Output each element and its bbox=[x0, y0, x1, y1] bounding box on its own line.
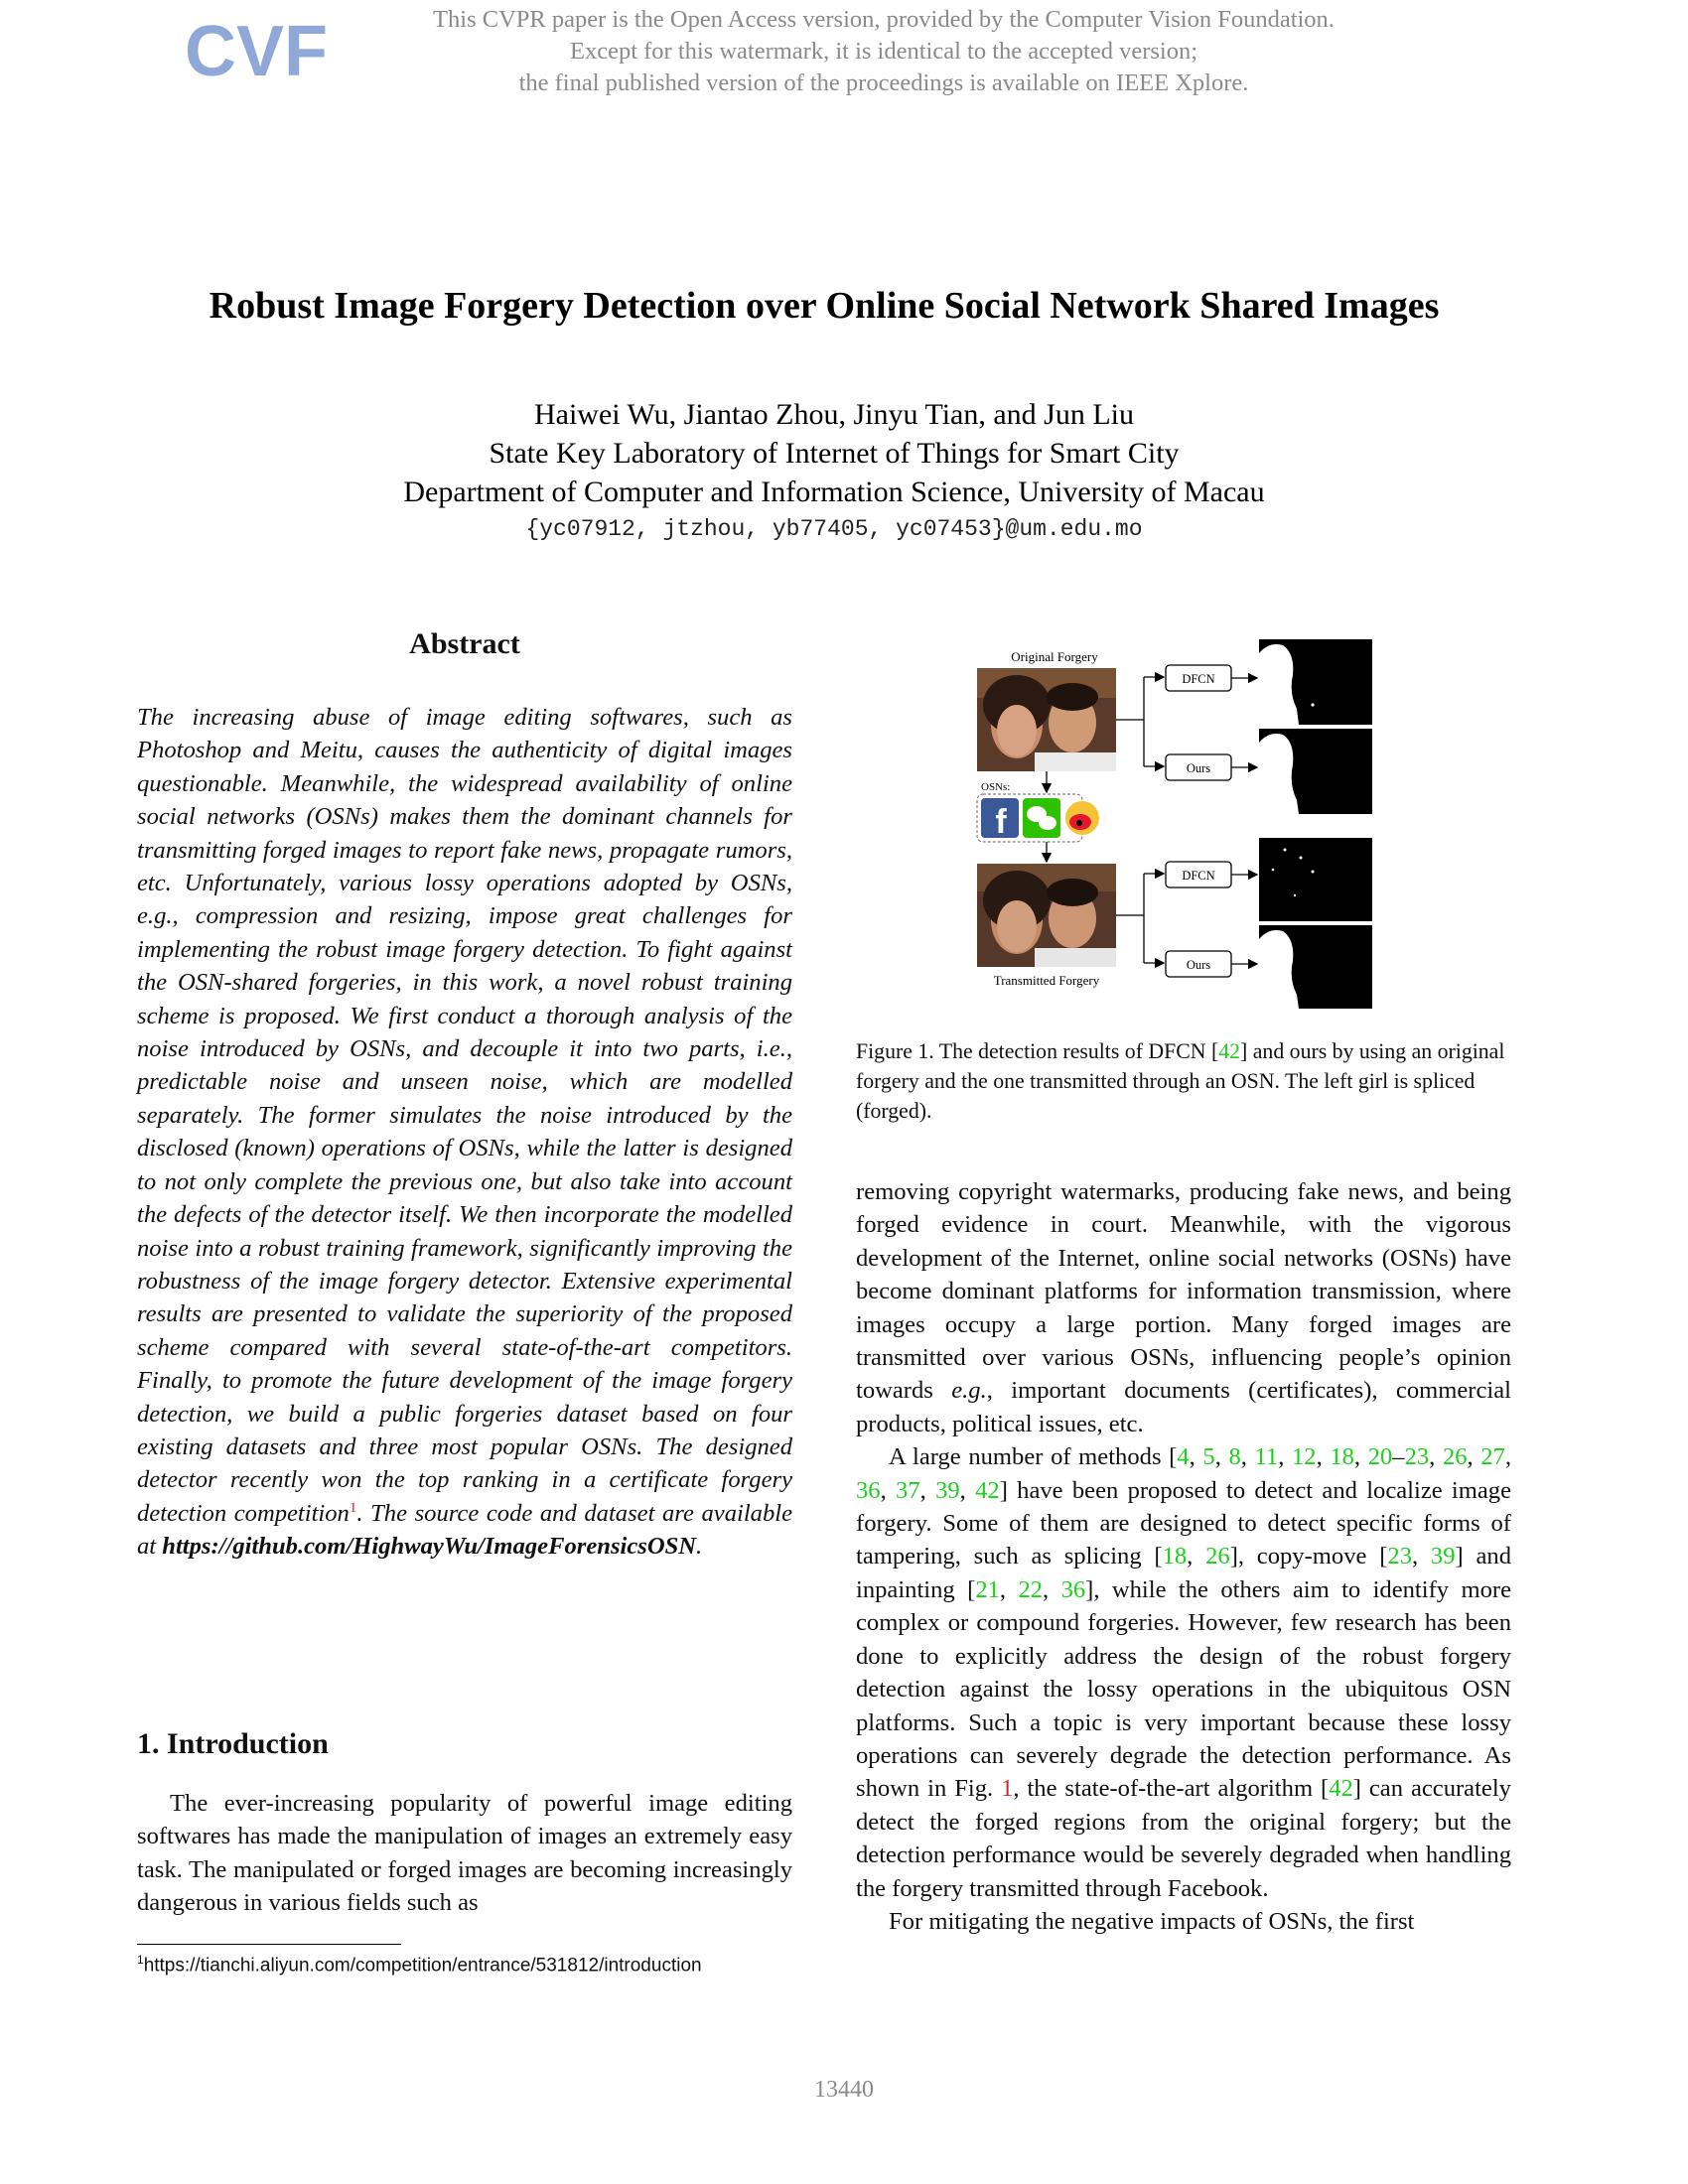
cvf-logo-text: CVF bbox=[185, 12, 328, 91]
paragraph-2-text-c: ], copy-move [ bbox=[1229, 1543, 1388, 1570]
citation-group-inpainting: 21, 22, 36 bbox=[975, 1575, 1086, 1603]
footnote-rule bbox=[137, 1944, 401, 1945]
citation-link[interactable]: 23 bbox=[1404, 1443, 1430, 1471]
citation-link[interactable]: 23 bbox=[1387, 1543, 1412, 1570]
affiliation-department: Department of Computer and Information Science, University of Macau bbox=[403, 476, 1265, 508]
citation-link[interactable]: 5 bbox=[1202, 1443, 1215, 1471]
paragraph-2-text-b: ] have been proposed to detect and localize image forgery. Some of them are designed to detect specific forms of tampering, such as splicing [ bbox=[856, 1476, 1512, 1570]
ours-mask-original bbox=[1259, 729, 1372, 814]
citation-link[interactable]: 36 bbox=[1060, 1575, 1086, 1603]
figure-1 bbox=[975, 635, 1392, 1013]
citation-link[interactable]: 20 bbox=[1367, 1443, 1393, 1471]
citation-link[interactable]: 42 bbox=[975, 1476, 1000, 1504]
affiliation-lab: State Key Laboratory of Internet of Things for Smart City bbox=[489, 437, 1180, 470]
ours-label-bottom: Ours bbox=[1186, 958, 1211, 972]
page-number: 13440 bbox=[814, 2077, 874, 2103]
weibo-icon bbox=[1065, 801, 1099, 835]
dfcn-mask-transmitted bbox=[1259, 838, 1372, 921]
facebook-icon bbox=[981, 798, 1019, 841]
wechat-icon bbox=[1023, 798, 1060, 838]
paragraph-2-text-f: , the state-of-the-art algorithm [ bbox=[1013, 1775, 1330, 1803]
paragraph-1-end: , important documents (certificates), commercial products, political issues, etc. bbox=[856, 1377, 1511, 1437]
original-forgery-photo bbox=[977, 668, 1116, 771]
label-osns: OSNs: bbox=[981, 781, 1011, 793]
svg-text:f: f bbox=[995, 803, 1007, 841]
citation-link[interactable]: 12 bbox=[1291, 1443, 1317, 1471]
footnote-marker[interactable]: 1 bbox=[349, 1499, 357, 1516]
author-block bbox=[149, 395, 1519, 547]
citation-link[interactable]: 8 bbox=[1228, 1443, 1241, 1471]
citation-link[interactable]: 22 bbox=[1018, 1575, 1044, 1603]
paragraph-2-text-e: ], while the others aim to identify more complex or compound forgeries. However, few research has been done to explicitly address the design of the robust forgery detection against the lossy operations in the ubiquitous OSN platforms. Such a topic is very important because these lossy operations can severely degrade the detection performance. As shown in Fig. bbox=[856, 1575, 1511, 1803]
ours-mask-transmitted bbox=[1259, 925, 1372, 1009]
citation-link[interactable]: 18 bbox=[1162, 1543, 1188, 1570]
introduction-heading: 1. Introduction bbox=[137, 1727, 329, 1760]
citation-link[interactable]: 42 bbox=[1218, 1039, 1241, 1063]
citation-group-copy-move: 23, 39 bbox=[1387, 1543, 1456, 1570]
label-original-forgery: Original Forgery bbox=[1011, 649, 1098, 664]
dfcn-label-bottom: DFCN bbox=[1182, 869, 1215, 883]
citation-link[interactable]: 37 bbox=[896, 1476, 920, 1504]
author-emails: {yc07912, jtzhou, yb77405, yc07453}@um.edu.mo bbox=[525, 516, 1143, 542]
footnote-number: 1 bbox=[137, 1953, 144, 1967]
citation-link[interactable]: 11 bbox=[1254, 1443, 1279, 1471]
citation-link[interactable]: 39 bbox=[935, 1476, 960, 1504]
author-names: Haiwei Wu, Jiantao Zhou, Jinyu Tian, and Jun Liu bbox=[533, 398, 1135, 431]
footnote bbox=[137, 1948, 812, 1978]
label-transmitted-forgery: Transmitted Forgery bbox=[993, 973, 1100, 988]
open-access-watermark bbox=[298, 4, 1470, 99]
watermark-line-3: the final published version of the proceedings is available on IEEE Xplore. bbox=[518, 69, 1249, 96]
figure-reference-link[interactable]: 1 bbox=[1001, 1775, 1014, 1803]
citation-group-methods: 4, 5, 8, 11, 12, 18, 20 bbox=[1177, 1443, 1393, 1471]
cvf-logo bbox=[185, 10, 328, 99]
citation-link[interactable]: 4 bbox=[1177, 1443, 1190, 1471]
transmitted-forgery-photo bbox=[977, 864, 1116, 967]
eg-abbreviation: e.g. bbox=[951, 1377, 987, 1405]
paragraph-2-text-d: ] and inpainting [ bbox=[856, 1543, 1511, 1603]
ours-label-top: Ours bbox=[1186, 761, 1211, 775]
abstract-text bbox=[137, 701, 792, 1564]
citation-link[interactable]: 26 bbox=[1205, 1543, 1230, 1570]
abstract-heading: Abstract bbox=[409, 627, 520, 660]
dfcn-mask-original bbox=[1259, 639, 1372, 725]
paragraph-2-text-a: A large number of methods [ bbox=[889, 1443, 1178, 1471]
citation-link[interactable]: 42 bbox=[1329, 1775, 1353, 1803]
introduction-text: The ever-increasing popularity of powerful image editing softwares has made the manipulation of images an extremely easy task. The manipulated or forged images are becoming increasingly dangerous in various fields such as bbox=[137, 1790, 792, 1917]
introduction-continued bbox=[856, 1175, 1511, 1938]
paragraph-1-text: removing copyright watermarks, producing fake news, and being forged evidence in court. Meanwhile, with the vigorous development of the Internet, online social networks (OSNs) have become dominant platforms for information transmission, where images occupy a large portion. Many forged images are transmitted over various OSNs, influencing people’s opinion towards bbox=[856, 1178, 1511, 1405]
watermark-line-2: Except for this watermark, it is identical to the accepted version; bbox=[569, 38, 1197, 65]
citation-group-splicing: 18, 26 bbox=[1162, 1543, 1230, 1570]
citation-group-methods-2: 23, 26, 27, 36, 37, 39, 42 bbox=[856, 1443, 1512, 1504]
paragraph-3: For mitigating the negative impacts of OSNs, the first bbox=[889, 1907, 1415, 1935]
figure-1-caption bbox=[856, 1036, 1511, 1126]
citation-link[interactable]: 27 bbox=[1480, 1443, 1505, 1471]
caption-text-b: ] and ours by using an original forgery and the one transmitted through an OSN. The left girl is spliced (forged). bbox=[856, 1039, 1505, 1123]
citation-link[interactable]: 36 bbox=[856, 1476, 881, 1504]
github-link[interactable]: https://github.com/HighwayWu/ImageForensicsOSN bbox=[162, 1533, 697, 1561]
citation-link[interactable]: 39 bbox=[1430, 1543, 1456, 1570]
paper-title: Robust Image Forgery Detection over Online Social Network Shared Images bbox=[209, 285, 1440, 327]
paragraph-1 bbox=[856, 1175, 1511, 1440]
watermark-line-1: This CVPR paper is the Open Access version, provided by the Computer Vision Foundation. bbox=[433, 6, 1335, 33]
abstract-end: . bbox=[696, 1533, 703, 1561]
paragraph-2 bbox=[856, 1440, 1511, 1905]
citation-dash: – bbox=[1392, 1443, 1405, 1471]
caption-text-a: Figure 1. The detection results of DFCN [ bbox=[856, 1039, 1219, 1063]
dfcn-label-top: DFCN bbox=[1182, 672, 1215, 686]
abstract-code-sentence: . The source code and dataset are available at bbox=[137, 1499, 792, 1561]
paragraph-2-text-g: ] can accurately detect the forged regions from the original forgery; but the detection performance would be severely degraded when handling the forgery transmitted through Facebook. bbox=[856, 1775, 1511, 1902]
citation-link[interactable]: 21 bbox=[975, 1575, 1000, 1603]
abstract-main-text: The increasing abuse of image editing softwares, such as Photoshop and Meitu, causes the authenticity of digital images questionable. Meanwhile, the widespread availability of online social networks (OSNs) makes them the dominant channels for transmitting forged images to report fake news, propagate rumors, etc. Unfortunately, various lossy operations adopted by OSNs, e.g., compression and resizing, impose great challenges for implementing the robust image forgery detection. To fight against the OSN-shared forgeries, in this work, a novel robust training scheme is proposed. We first conduct a thorough analysis of the noise introduced by OSNs, and decouple it into two parts, i.e., predictable noise and unseen noise, which are modelled separately. The former simulates the noise introduced by the disclosed (known) operations of OSNs, while the latter is designed to not only complete the previous one, but also take into account the defects of the detector itself. We then incorporate the modelled noise into a robust training framework, significantly improving the robustness of the image forgery detector. Extensive experimental results are presented to validate the superiority of the proposed scheme compared with several state-of-the-art competitors. Finally, to promote the future development of the image forgery detection, we build a public forgeries dataset based on four existing datasets and three most popular OSNs. The designed detector recently won the top ranking in a certificate forgery detection competition bbox=[137, 704, 792, 1527]
citation-link[interactable]: 26 bbox=[1442, 1443, 1468, 1471]
citation-link[interactable]: 18 bbox=[1330, 1443, 1354, 1471]
footnote-url[interactable]: https://tianchi.aliyun.com/competition/entrance/531812/introduction bbox=[143, 1955, 702, 1977]
